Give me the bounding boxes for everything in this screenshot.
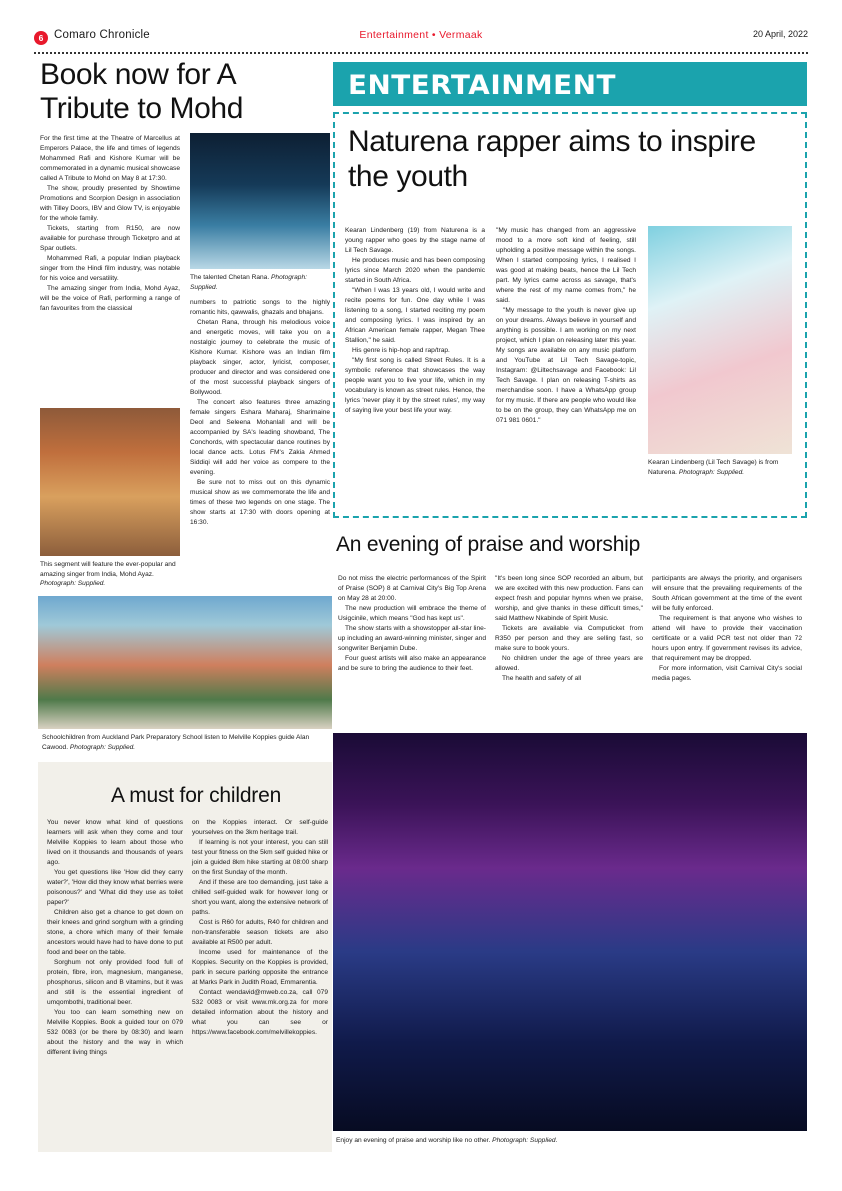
paragraph: For the first time at the Theatre of Marcellus at Emperors Palace, the life and times of legends Mohammed Rafi and Kishore Kumar will be commemorated in a dynamic musical showcase called A Tribute to Mohd on May 8 at 17:30. bbox=[40, 135, 180, 183]
caption-schoolchildren bbox=[42, 733, 330, 752]
paragraph: Chetan Rana, through his melodious voice and energetic moves, will take you on a nostalgic journey to celebrate the music of Kishore Kumar. Kishore was an Indian film playback singer, actor, lyricist, composer, producer and director and was considered one of the most successful playback singers of Bollywood. bbox=[190, 319, 330, 397]
paragraph: numbers to patriotic songs to the highly romantic hits, qawwalis, ghazals and bhajans. bbox=[190, 299, 330, 317]
paragraph: His genre is hip-hop and rap/trap. bbox=[352, 347, 450, 355]
paragraph: Four guest artists will also make an appearance and be sure to bring the audience to their feet. bbox=[338, 655, 486, 673]
entertainment-banner-label: ENTERTAINMENT bbox=[348, 70, 616, 101]
children-headline: A must for children bbox=[110, 784, 282, 807]
praise-headline: An evening of praise and worship bbox=[336, 533, 641, 556]
paragraph: Contact wendavid@mweb.co.za, call 079 532 0083 or visit www.mk.org.za for more detailed information about the history and what you can see or https://www.facebook.com/melvillekoppies. bbox=[192, 989, 328, 1037]
paragraph: Children also get a chance to get down on their knees and grind sorghum with a grinding stone, a chore which many of their female ancestors would have had to have done to put food and beer on the table. bbox=[47, 909, 183, 957]
paragraph: Income used for maintenance of the Koppies. Security on the Koppies is provided, park in secure parking opposite the entrance at Marks Park in Judith Road, Emmarentia. bbox=[192, 949, 328, 987]
section-label: Entertainment • Vermaak bbox=[359, 29, 483, 41]
paragraph: If learning is not your interest, you can still test your fitness on the 5km self guided hike or join a guided 8km hike starting at 08:00 sharp on the first Sunday of the month. bbox=[192, 839, 328, 877]
paragraph: Tickets, starting from R150, are now available for purchase through Ticketpro and at Spar outlets. bbox=[40, 225, 180, 253]
masthead-divider bbox=[34, 52, 808, 54]
caption-text: This segment will feature the ever-popular and amazing singer from India, Mohd Ayaz. bbox=[40, 561, 176, 578]
paragraph: "My first song is called Street Rules. It is a symbolic reference that showcases the way people want you to live your life, which in my vocabulary is known as street rules. Hence, the lyrics 'never play it by the street rules', my way of saying live your best life your way. bbox=[345, 357, 485, 415]
paragraph: Be sure not to miss out on this dynamic musical show as we commemorate the life and times of these two legends on one stage. The show starts at 17:30 with doors opening at 16:30. bbox=[190, 479, 330, 527]
paragraph: on the Koppies interact. Or self-guide yourselves on the 3km heritage trail. bbox=[192, 819, 328, 837]
paragraph: Sorghum not only provided food full of protein, fibre, iron, magnesium, manganese, phosphorus, silicon and B vitamins, but it was and still is the essential ingredient of umqombothi, traditional beer. bbox=[47, 959, 183, 1007]
caption-text: Enjoy an evening of praise and worship like no other. bbox=[336, 1137, 491, 1144]
caption-source: Photograph: Supplied. bbox=[69, 743, 136, 751]
photo-kearan-lindenberg bbox=[648, 226, 792, 454]
paragraph: The health and safety of all bbox=[502, 675, 582, 683]
paragraph: You get questions like 'How did they carry water?', 'How did they know what berries were poisonous?' and 'What did they use as toilet paper?' bbox=[47, 869, 183, 907]
issue-date: 20 April, 2022 bbox=[752, 29, 808, 39]
paragraph: He produces music and has been composing lyrics since March 2020 when the pandemic started in South Africa. bbox=[345, 257, 485, 285]
paragraph: participants are always the priority, and organisers will ensure that the prevailing requirements of the South African government at the time of the event will be fully enforced. bbox=[652, 575, 802, 613]
paragraph: "When I was 13 years old, I would write and recite poems for fun. One day while I was listening to a song, I started reciting my poem and composing lyrics. I was inspired by an African American female rapper, Megan Thee Stallion," he said. bbox=[345, 287, 485, 345]
paragraph: And if these are too demanding, just take a chilled self-guided walk for however long or short you want, along the extensive network of paths. bbox=[192, 879, 328, 917]
paragraph: Mohammed Rafi, a popular Indian playback singer from the Hindi film industry, was notable for his voice and versatility. bbox=[40, 255, 180, 283]
caption-mohd-ayaz bbox=[40, 560, 182, 589]
paragraph: No children under the age of three years are allowed. bbox=[495, 655, 643, 673]
paragraph: Tickets are available via Computicket from R350 per person and they are selling fast, so make sure to book yours. bbox=[495, 625, 643, 653]
caption-text: Schoolchildren from Auckland Park Preparatory School listen to Melville Koppies guide Alan Cawood. bbox=[42, 734, 310, 751]
paragraph: "It's been long since SOP recorded an album, but we are excited with this new production. Fans can expect fresh and popular hymns when we praise, worship, and give thanks in these difficult times," said Matthew Nkabinde of Spirit Music. bbox=[495, 575, 643, 623]
masthead bbox=[34, 28, 808, 54]
praise-column-3 bbox=[652, 574, 802, 684]
tribute-column-2 bbox=[190, 298, 330, 528]
caption-text: Kearan Lindenberg (Lil Tech Savage) is from Naturena. bbox=[648, 459, 779, 476]
page-number-badge: 6 bbox=[34, 31, 48, 45]
children-column-1 bbox=[47, 818, 183, 1058]
paragraph: Kearan Lindenberg (19) from Naturena is a young rapper who goes by the stage name of Lil Tech Savage. bbox=[345, 227, 485, 255]
caption-source: Photograph: Supplied. bbox=[190, 274, 307, 291]
paragraph: The amazing singer from India, Mohd Ayaz, will be the voice of Rafi, performing a range of fan favourites from the classical bbox=[40, 285, 180, 313]
caption-source: Photograph: Supplied. bbox=[492, 1137, 558, 1144]
paragraph: The requirement is that anyone who wishes to attend will have to provide their vaccination certificate or a valid PCR test not older than 72 hours upon entry. If government revises its advice, that requirement may be dropped. bbox=[652, 615, 802, 663]
paragraph: The show, proudly presented by Showtime Promotions and Scorpion Design in association with Tilley Doors, IBV and Glow TV, is enjoyable for the whole family. bbox=[40, 185, 181, 223]
tribute-column-1 bbox=[40, 134, 180, 314]
caption-source: Photograph: Supplied. bbox=[678, 468, 745, 476]
paragraph: The new production will embrace the theme of Usigcinile, which means "God has kept us". bbox=[338, 605, 486, 623]
caption-text: The talented Chetan Rana. bbox=[190, 274, 270, 281]
paragraph: "My music has changed from an aggressive mood to a more soft kind of feeling, still upholding a positive message within the songs. When I started composing lyrics, I realised I was good at making beats, hence the Lil Tech part. My lyrics came across as savage, that's where the rest of my name comes from," he said. bbox=[496, 227, 636, 305]
caption-praise-concert bbox=[336, 1136, 806, 1146]
publication-title: Comaro Chronicle bbox=[54, 29, 150, 41]
praise-column-1 bbox=[338, 574, 486, 674]
children-column-2 bbox=[192, 818, 328, 1038]
praise-column-2 bbox=[495, 574, 643, 684]
paragraph: "My message to the youth is never give up on your dreams. Always believe in yourself and anything is possible. I am working on my next project, which I plan on releasing later this year. My songs are available on any music platform and YouTube at Lil Tech Savage-topic, Instagram: @Liltechsavage and Facebook: Lil Tech Savage. I plan on releasing T-shirts as merchandise soon. I have a WhatsApp group for my music. If there are people who would like to be on the group, they can WhatsApp me on 071 981 0601." bbox=[496, 307, 636, 425]
photo-chetan-rana bbox=[190, 133, 330, 269]
rapper-column-2 bbox=[496, 226, 636, 426]
caption-source: Photograph: Supplied. bbox=[40, 580, 106, 588]
paragraph: For more information, visit Carnival City's social media pages. bbox=[652, 665, 802, 683]
paragraph: Cost is R60 for adults, R40 for children and non-transferable season tickets are also available at R500 per adult. bbox=[192, 919, 328, 947]
caption-kearan-lindenberg bbox=[648, 458, 794, 477]
paragraph: You too can learn something new on Melville Koppies. Book a guided tour on 079 532 0083 (or be there by 08:30) and learn about the history and the way in which different living things bbox=[47, 1009, 183, 1057]
caption-chetan-rana bbox=[190, 273, 330, 292]
photo-schoolchildren bbox=[38, 596, 332, 729]
paragraph: Do not miss the electric performances of the Spirit of Praise (SOP) 8 at Carnival City's Big Top Arena on May 28 at 20:00. bbox=[338, 575, 486, 603]
tribute-headline: Book now for A Tribute to Mohd bbox=[40, 58, 243, 125]
photo-mohd-ayaz bbox=[40, 408, 180, 556]
rapper-column-1 bbox=[345, 226, 485, 416]
rapper-headline: Naturena rapper aims to inspire the youth bbox=[348, 125, 756, 194]
paragraph: The concert also features three amazing female singers Eshara Maharaj, Sharimaine Deol and Seleena Mohanlall and will be accompanied by SA's leading showband, The Conchords, with spectacular dance routines by local dance acts. Lotus FM's Zakia Ahmed Siddiqi will add her voice as compere to the evening. bbox=[190, 399, 330, 477]
paragraph: The show starts with a showstopper all-star line-up including an award-winning minister, singer and songwriter Benjamin Dube. bbox=[338, 625, 486, 653]
photo-praise-concert bbox=[333, 733, 807, 1131]
paragraph: You never know what kind of questions learners will ask when they come and tour Melville Koppies to learn about those who lived on it thousands and thousands of years ago. bbox=[47, 819, 183, 867]
